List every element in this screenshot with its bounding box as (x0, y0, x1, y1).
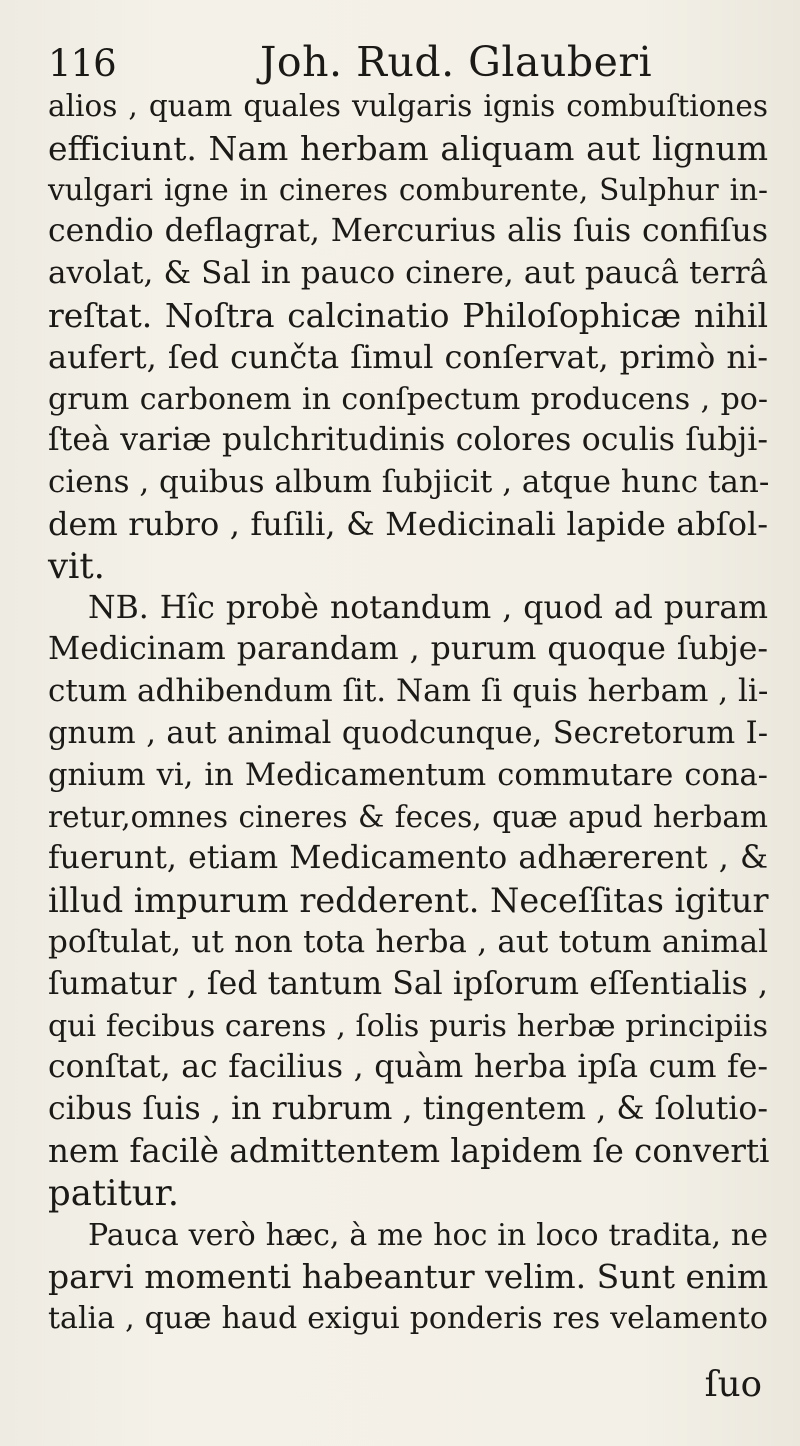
text-line: talia , quæ haud exigui ponderis res velamento (48, 1301, 768, 1337)
text-line: illud impurum redderent. Neceſſitas igitur (48, 881, 769, 921)
text-line: gnium vi, in Medicamentum commutare cona- (48, 757, 768, 793)
page-header (48, 26, 768, 86)
text-line: vulgari igne in cineres comburente, Sulphur in- (48, 172, 768, 207)
text-line: cibus ſuis , in rubrum , tingentem , & ſolutio- (48, 1091, 768, 1128)
text-line: aufert, ſed cunčta ſimul conſervat, primò ni- (48, 337, 768, 376)
text-line: fuerunt, etiam Medicamento adhærerent , & (48, 840, 768, 877)
text-line: efficiunt. Nam herbam aliquam aut lignum (48, 128, 768, 168)
text-line: nem facilè admittentem lapidem ſe converti (48, 1131, 770, 1170)
paragraph-start-line: Pauca verò hæc, à me hoc in loco tradita, ne (88, 1217, 768, 1253)
text-line: poſtulat, ut non tota herba , aut totum animal (48, 923, 768, 960)
nb-paragraph-start: NB. Hîc probè notandum , quod ad puram (88, 589, 768, 626)
text-line: parvi momenti habeantur velim. Sunt enim (48, 1257, 769, 1297)
text-line: ſteà variæ pulchritudinis colores oculis ſubji- (48, 422, 768, 459)
running-head: Joh. Rud. Glauberi (260, 38, 653, 86)
text-line: qui fecibus carens , ſolis puris herbæ principiis (48, 1008, 768, 1044)
text-line: grum carbonem in conſpectum producens , po- (48, 381, 768, 417)
text-line: ciens , quibus album ſubjicit , atque hunc tan- (48, 464, 770, 501)
text-line: avolat, & Sal in pauco cinere, aut paucâ terrâ (48, 255, 768, 292)
text-line: ſumatur , ſed tantum Sal ipſorum eſſentialis , (48, 965, 768, 1002)
paragraph-end-line: vit. (48, 545, 105, 587)
text-line: reſtat. Noſtra calcinatio Philoſophicæ nihil (48, 295, 768, 335)
body-text (48, 86, 768, 1340)
text-line: ctum adhibendum ſit. Nam ſi quis herbam , li- (48, 673, 769, 710)
text-line: cendio deflagrat, Mercurius alis ſuis confiſus (48, 213, 768, 250)
text-line: dem rubro , fuſili, & Medicinali lapide abſol- (48, 504, 768, 543)
catchword: ſuo (704, 1364, 762, 1405)
paragraph-end-line: patitur. (48, 1172, 179, 1214)
text-line: retur,omnes cineres & feces, quæ apud herbam (48, 799, 768, 834)
page-number: 116 (48, 42, 116, 85)
text-line: gnum , aut animal quodcunque, Secretorum I- (48, 715, 768, 751)
text-line: Medicinam parandam , purum quoque ſubje- (48, 631, 768, 668)
text-line: alios , quam quales vulgaris ignis combuſtiones (48, 89, 768, 123)
text-line: conſtat, ac facilius , quàm herba ipſa cum fe- (48, 1049, 768, 1086)
